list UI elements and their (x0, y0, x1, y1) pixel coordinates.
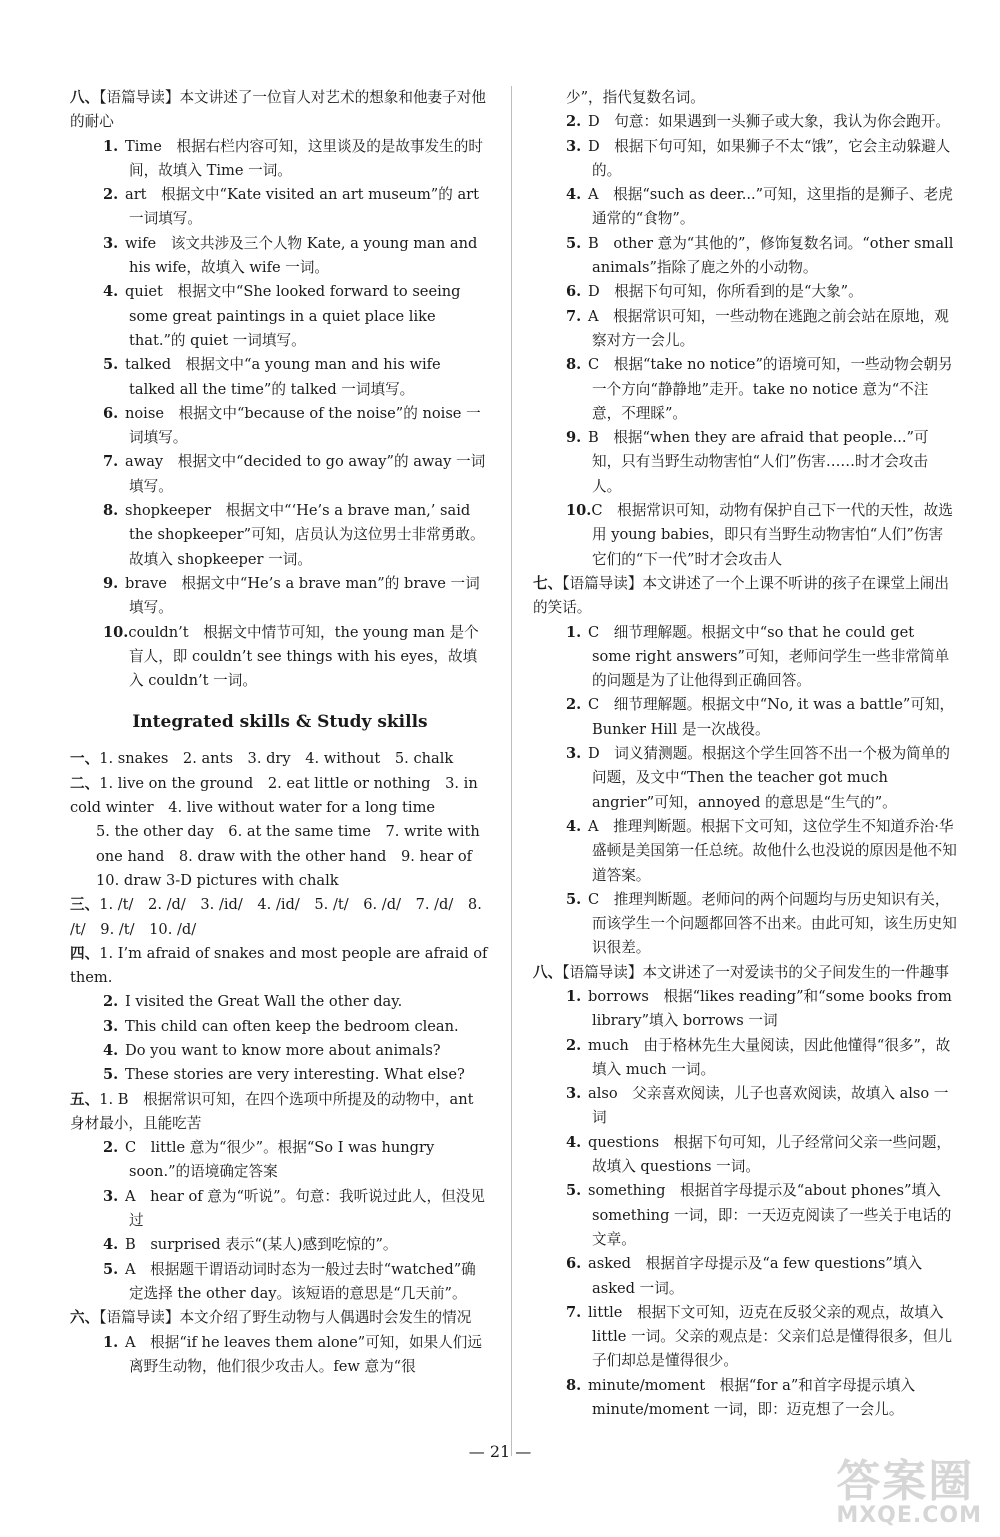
answer-item (70, 1185, 490, 1234)
item-number: 5. (566, 234, 582, 252)
section-entry (70, 86, 490, 135)
section-entry (70, 772, 490, 821)
item-text: Do you want to know more about animals? (125, 1041, 441, 1059)
item-number: 6. (103, 404, 119, 422)
answer-item (533, 135, 957, 184)
section-heading: Integrated skills & Study skills (132, 712, 428, 733)
item-number: 6. (566, 1255, 582, 1273)
item-number: 5. (103, 1260, 119, 1278)
item-text: away 根据文中“decided to go away”的 away 一词填写。 (125, 453, 486, 495)
item-text: D 根据下句可知，如果狮子不太“饿”，它会主动躲避人的。 (588, 137, 951, 179)
answer-item (533, 621, 957, 694)
answer-item (533, 1179, 957, 1252)
item-text: I visited the Great Wall the other day. (125, 993, 403, 1011)
item-text: something 根据首字母提示及“about phones”填入 something 一词，即：一天迈克阅读了一些关于电话的文章。 (588, 1182, 952, 1248)
answer-item (533, 985, 957, 1034)
item-text: art 根据文中“Kate visited an art museum”的 art 一词填写。 (125, 186, 480, 228)
item-text: C 根据常识可知，动物有保护自己下一代的天性，故选用 young babies，即只有当野生动物害怕“人们”伤害它们的“下一代”时才会攻击人 (591, 502, 953, 568)
section-text: 1. /t/ 2. /d/ 3. /id/ 4. /id/ 5. /t/ 6. /d/ 7. /d/ 8. /t/ 9. /t/ 10. /d/ (70, 896, 482, 938)
item-text: shopkeeper 根据文中“‘He’s a brave man,’ said the shopkeeper”可知，店员认为这位男士非常勇敢。故填入 shopkeeper 一词。 (125, 502, 485, 568)
item-number: 8. (566, 356, 582, 374)
section-number: 四、 (70, 944, 100, 962)
section-number: 八、 (533, 963, 563, 981)
answer-item (533, 1301, 957, 1374)
item-text: Time 根据右栏内容可知，这里谈及的是故事发生的时间，故填入 Time 一词。 (125, 137, 483, 179)
section-number: 六、 (70, 1309, 100, 1327)
item-number: 5. (103, 1066, 119, 1084)
answer-item (70, 1039, 490, 1063)
item-text: A 根据题干谓语动词时态为一般过去时“watched”确定选择 the other day。该短语的意思是“几天前”。 (125, 1260, 476, 1302)
section-text: 1. snakes 2. ants 3. dry 4. without 5. chalk (99, 750, 454, 768)
section-entry (70, 1306, 490, 1330)
item-number: 1. (103, 1333, 119, 1351)
answer-item (70, 353, 490, 402)
left-column (70, 86, 490, 1456)
item-number: 5. (566, 890, 582, 908)
item-number: 8. (566, 1376, 582, 1394)
answer-line: 10. draw 3-D pictures with chalk (96, 871, 339, 889)
item-number: 7. (103, 453, 119, 471)
answer-item (70, 135, 490, 184)
item-number: 7. (566, 1303, 582, 1321)
item-number: 2. (566, 696, 582, 714)
section-entry (533, 961, 957, 985)
item-number: 3. (566, 1085, 582, 1103)
column-divider (511, 86, 512, 1456)
section-number: 三、 (70, 896, 100, 914)
answer-item (70, 1233, 490, 1257)
continued-text: 少”，指代复数名词。 (566, 89, 705, 106)
section-entry (70, 1088, 490, 1137)
section-entry (533, 572, 957, 621)
item-text: much 由于格林先生大量阅读，因此他懂得“很多”，故填入 much 一词。 (588, 1036, 951, 1078)
item-number: 4. (566, 186, 582, 204)
item-number: 1. (566, 987, 582, 1005)
item-text: C 细节理解题。根据文中“so that he could get some right answers”可知，老师问学生一些非常简单的问题是为了让他得到正确回答。 (588, 623, 950, 690)
answer-item (533, 1252, 957, 1301)
item-text: noise 根据文中“because of the noise”的 noise 一词填写。 (125, 404, 481, 447)
item-number: 9. (566, 429, 582, 447)
section-text: 【语篇导读】本文讲述了一对爱读书的父子间发生的一件趣事 (562, 963, 949, 981)
item-text: also 父亲喜欢阅读，儿子也喜欢阅读，故填入 also 一词 (588, 1085, 949, 1127)
answer-item (70, 183, 490, 232)
answer-item (70, 621, 490, 694)
page-number: — 21 — (468, 1442, 532, 1461)
answer-item (533, 888, 957, 961)
item-text: couldn’t 根据文中情节可知，the young man 是个盲人，即 couldn’t see things with his eyes，故填入 couldn’t 一词。 (128, 623, 479, 690)
item-text: This child can often keep the bedroom clean. (125, 1017, 459, 1035)
item-number: 3. (103, 1017, 119, 1035)
item-text: A 推理判断题。根据下文可知，这位学生不知道乔治·华盛顿是美国第一任总统。故他什么也没说的原因是他不知道答案。 (588, 817, 957, 884)
answer-item (533, 280, 957, 304)
section-entry (70, 942, 490, 991)
section-number: 二、 (70, 774, 100, 792)
item-text: A hear of 意为“听说”。句意：我听说过此人，但没见过 (125, 1187, 485, 1230)
section-text: 【语篇导读】本文介绍了野生动物与人偶遇时会发生的情况 (99, 1309, 472, 1327)
item-number: 7. (566, 307, 582, 325)
answer-item (533, 353, 957, 426)
item-text: brave 根据文中“He’s a brave man”的 brave 一词填写。 (125, 574, 480, 617)
item-text: A 根据“such as deer...”可知，这里指的是狮子、老虎通常的“食物”。 (588, 186, 953, 228)
item-number: 2. (566, 113, 582, 131)
answer-item (533, 1082, 957, 1131)
section-entry (70, 747, 490, 771)
item-text: quiet 根据文中“She looked forward to seeing some great paintings in a quiet place like that.”的 quiet 一词填写。 (125, 283, 461, 349)
answer-item (533, 693, 957, 742)
item-text: C 推理判断题。老师问的两个问题均与历史知识有关，而该学生一个问题都回答不出来。由此可知，该生历史知识很差。 (588, 890, 957, 957)
watermark-logo (836, 1456, 982, 1528)
answer-item (70, 1063, 490, 1087)
watermark-main: 答案圈 (836, 1456, 975, 1507)
answer-item (70, 1331, 490, 1380)
item-number: 5. (566, 1182, 582, 1200)
answer-item (533, 232, 957, 281)
section-number: 七、 (533, 574, 563, 592)
item-number: 10. (566, 502, 592, 520)
item-text: asked 根据首字母提示及“a few questions”填入 asked 一词。 (588, 1255, 923, 1297)
item-text: questions 根据下句可知，儿子经常问父亲一些问题，故填入 questions 一词。 (588, 1133, 951, 1176)
item-text: C 细节理解题。根据文中“No, it was a battle”可知，Bunker Hill 是一次战役。 (588, 696, 955, 738)
item-text: D 句意：如果遇到一头狮子或大象，我认为你会跑开。 (588, 113, 950, 131)
answer-item (533, 499, 957, 572)
answer-line: 5. the other day 6. at the same time 7. write with one hand 8. draw with the other hand 9. hear of (96, 823, 480, 865)
item-text: C 根据“take no notice”的语境可知，一些动物会朝另一个方向“静静地”走开。take no notice 意为“不注意，不理睬”。 (588, 356, 953, 422)
item-number: 3. (566, 137, 582, 155)
section-entry (70, 893, 490, 942)
item-number: 4. (103, 1236, 119, 1254)
item-text: A 根据常识可知，一些动物在逃跑之前会站在原地，观察对方一会儿。 (588, 307, 949, 349)
answer-item (533, 110, 957, 134)
item-number: 2. (103, 1139, 119, 1157)
answer-item (533, 305, 957, 354)
item-text: borrows 根据“likes reading”和“some books from library”填入 borrows 一词 (588, 987, 952, 1030)
answer-item (70, 1258, 490, 1307)
item-number: 3. (103, 1187, 119, 1205)
answer-item (70, 402, 490, 451)
item-number: 4. (103, 1041, 119, 1059)
section-number: 一、 (70, 750, 100, 768)
answer-item (533, 815, 957, 888)
item-text: wife 该文共涉及三个人物 Kate, a young man and his wife，故填入 wife 一词。 (125, 234, 478, 277)
answer-item (70, 990, 490, 1014)
watermark-sub: MXQE.COM (836, 1503, 982, 1528)
section-number: 五、 (70, 1090, 100, 1108)
item-number: 2. (103, 186, 119, 204)
item-text: little 根据下文可知，迈克在反驳父亲的观点，故填入 little 一词。父亲的观点是：父亲们总是懂得很多，但儿子们却总是懂得很少。 (588, 1303, 953, 1370)
section-text: 1. live on the ground 2. eat little or nothing 3. in cold winter 4. live without water for a long time (70, 774, 478, 817)
item-number: 3. (566, 745, 582, 763)
item-number: 4. (566, 817, 582, 835)
answer-item (70, 499, 490, 572)
item-text: minute/moment 根据“for a”和首字母提示填入 minute/moment 一词，即：迈克想了一会儿。 (588, 1376, 916, 1419)
item-number: 8. (103, 502, 119, 520)
answer-item (70, 572, 490, 621)
item-number: 1. (566, 623, 582, 641)
item-text: B other 意为“其他的”，修饰复数名词。“other small animals”指除了鹿之外的小动物。 (588, 234, 954, 277)
section-text: 【语篇导读】本文讲述了一个上课不听讲的孩子在课堂上闹出的笑话。 (533, 574, 949, 617)
item-number: 4. (566, 1133, 582, 1151)
item-text: These stories are very interesting. What else? (125, 1066, 465, 1084)
answer-item (70, 1136, 490, 1185)
item-text: B surprised 表示“(某人)感到吃惊的”。 (125, 1236, 398, 1254)
item-text: talked 根据文中“a young man and his wife talked all the time”的 talked 一词填写。 (125, 356, 441, 398)
answer-item (70, 450, 490, 499)
item-number: 3. (103, 234, 119, 252)
section-text: 1. B 根据常识可知，在四个选项中所提及的动物中，ant 身材最小，且能吃苦 (70, 1090, 474, 1132)
item-number: 2. (566, 1036, 582, 1054)
item-number: 9. (103, 574, 119, 592)
item-number: 4. (103, 283, 119, 301)
answer-item (533, 742, 957, 815)
answer-item (533, 1131, 957, 1180)
answer-item (533, 426, 957, 499)
answer-item (533, 1034, 957, 1083)
section-text: 1. I’m afraid of snakes and most people are afraid of them. (70, 944, 488, 987)
answer-item (70, 1015, 490, 1039)
item-text: A 根据“if he leaves them alone”可知，如果人们远离野生动物，他们很少攻击人。few 意为“很 (125, 1333, 482, 1375)
section-number: 八、 (70, 89, 100, 106)
item-text: D 根据下句可知，你所看到的是“大象”。 (588, 283, 863, 301)
item-number: 6. (566, 283, 582, 301)
answer-item (70, 280, 490, 353)
item-text: D 词义猜测题。根据这个学生回答不出一个极为简单的问题，及文中“Then the teacher got much angrier”可知，annoyed 的意思是“生气的”。 (588, 745, 950, 811)
item-number: 5. (103, 356, 119, 374)
item-text: B 根据“when they are afraid that people...”可知，只有当野生动物害怕“人们”伤害……时才会攻击人。 (588, 429, 929, 495)
section-text: 【语篇导读】本文讲述了一位盲人对艺术的想象和他妻子对他的耐心 (70, 89, 486, 131)
answer-item (533, 183, 957, 232)
item-number: 10. (103, 623, 129, 641)
right-column (533, 86, 957, 1456)
item-number: 1. (103, 137, 119, 155)
item-text: C little 意为“很少”。根据“So I was hungry soon.”的语境确定答案 (125, 1139, 435, 1181)
item-number: 2. (103, 993, 119, 1011)
answer-item (70, 232, 490, 281)
answer-item (533, 1374, 957, 1423)
